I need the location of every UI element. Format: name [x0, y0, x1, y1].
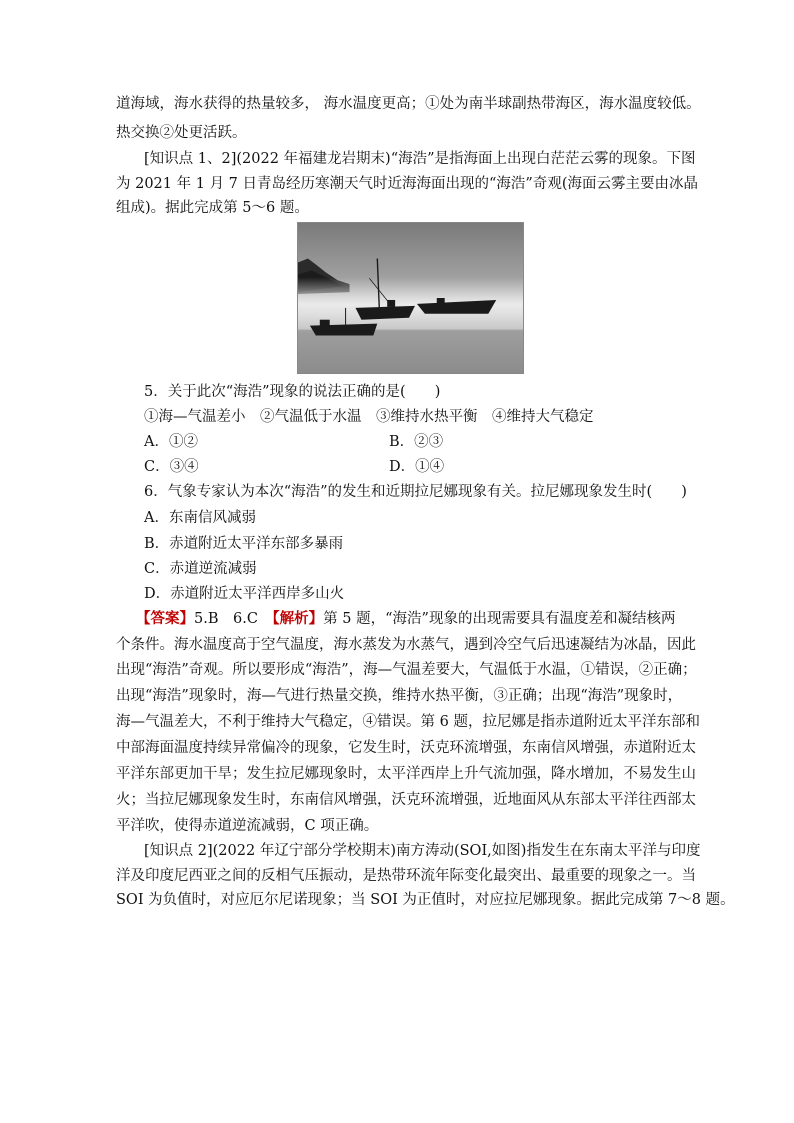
- analysis-text: 火；当拉尼娜现象发生时，东南信风增强，沃克环流增强，近地面风从东部太平洋往西部太: [116, 792, 696, 808]
- question-6-stem: 6．气象专家认为本次“海浩”的发生和近期拉尼娜现象有关。拉尼娜现象发生时( ): [144, 484, 687, 500]
- option-a: A．①②: [144, 434, 198, 450]
- analysis-text: 第 5 题，“海浩”现象的出现需要具有温度差和凝结核两: [323, 611, 676, 627]
- analysis-text: 平洋东部更加干旱；发生拉尼娜现象时，太平洋西岸上升气流加强，降水增加，不易发生山: [116, 766, 696, 782]
- analysis-text: 平洋吹，使得赤道逆流减弱，C 项正确。: [116, 818, 379, 834]
- question-5-stem: 5．关于此次“海浩”现象的说法正确的是( ): [144, 384, 441, 400]
- option-c: C．③④: [144, 459, 199, 475]
- option-d: D．赤道附近太平洋西岸多山火: [144, 586, 345, 602]
- answer-value: 5.B 6.C: [194, 611, 273, 627]
- answer-tag: 【答案】: [136, 610, 194, 627]
- sea-smoke-photo: [297, 222, 524, 374]
- question-intro: 为 2021 年 1 月 7 日青岛经历寒潮天气时近海海面出现的“海浩”奇观(海面云雾主要由冰晶: [116, 176, 698, 192]
- question-intro: [知识点 2](2022 年辽宁部分学校期末)南方涛动(SOI,如图)指发生在东南太平洋与印度: [144, 843, 701, 859]
- text-line: 道海域，海水获得的热量较多， 海水温度更高；①处为南半球副热带海区，海水温度较低。: [116, 96, 701, 112]
- analysis-text: 个条件。海水温度高于空气温度，海水蒸发为水蒸气，遇到冷空气后迅速凝结为冰晶，因此: [116, 637, 696, 653]
- option-b: B．赤道附近太平洋东部多暴雨: [144, 536, 344, 552]
- option-d: D．①④: [389, 459, 445, 475]
- question-intro: SOI 为负值时，对应厄尔尼诺现象；当 SOI 为正值时，对应拉尼娜现象。据此完成第 7～8 题。: [116, 892, 735, 908]
- option-a: A．东南信风减弱: [144, 510, 256, 526]
- text-line: 热交换②处更活跃。: [116, 125, 247, 141]
- option-b: B．②③: [389, 434, 444, 450]
- question-intro: [知识点 1、2](2022 年福建龙岩期末)“海浩”是指海面上出现白茫茫云雾的现象。下图: [144, 151, 696, 167]
- analysis-text: 海—气温差大，不利于维持大气稳定，④错误。第 6 题，拉尼娜是指赤道附近太平洋东部和: [116, 714, 700, 730]
- answer-line: [136, 609, 675, 629]
- option-c: C．赤道逆流减弱: [144, 561, 257, 577]
- question-intro: 组成)。据此完成第 5～6 题。: [116, 200, 309, 216]
- analysis-text: 出现“海浩”奇观。所以要形成“海浩”，海—气温差要大，气温低于水温，①错误，②正确；: [116, 662, 697, 678]
- question-5-items: ①海—气温差小 ②气温低于水温 ③维持水热平衡 ④维持大气稳定: [144, 409, 594, 425]
- analysis-text: 中部海面温度持续异常偏冷的现象，它发生时，沃克环流增强，东南信风增强，赤道附近太: [116, 740, 696, 756]
- analysis-text: 出现“海浩”现象时，海—气进行热量交换，维持水热平衡，③正确；出现“海浩”现象时，: [116, 688, 683, 704]
- question-intro: 洋及印度尼西亚之间的反相气压振动，是热带环流年际变化最突出、最重要的现象之一。当: [116, 868, 696, 884]
- analysis-tag: 【解析】: [272, 610, 324, 627]
